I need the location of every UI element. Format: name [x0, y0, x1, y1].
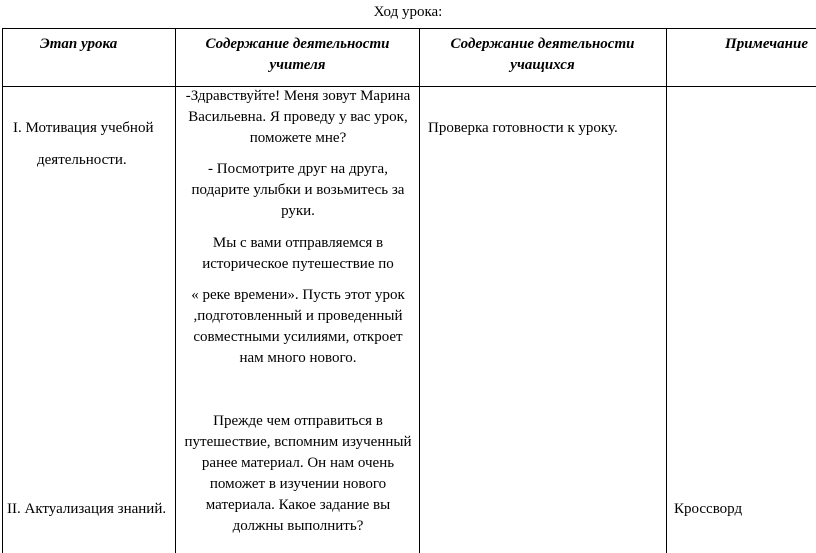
- teacher-smile-instruction: - Посмотрите друг на друга, подарите улыбки и возьмитесь за руки.: [191, 161, 405, 219]
- note-crossword: Кроссворд: [674, 501, 743, 517]
- teacher-greeting: -Здравствуйте! Меня зовут Марина Васильевна. Я проведу у вас урок, поможете мне?: [185, 88, 411, 146]
- teacher-review-prompt: Прежде чем отправиться в путешествие, вспомним изученный ранее материал. Он нам очень поможет в изучении нового материала. Какое задание вы должны выполнить?: [184, 413, 412, 534]
- teacher-river-of-time: « реке времени». Пусть этот урок ,подготовленный и проведенный совместными усилиями, откроет нам много нового.: [191, 287, 405, 366]
- teacher-journey-intro: Мы с вами отправляемся в историческое путешествие по: [202, 235, 394, 272]
- header-students: Содержание деятельности учащихся: [450, 36, 635, 73]
- stage-motivation-line1: I. Мотивация учебной: [13, 120, 154, 136]
- stage-motivation-line2: деятельности.: [37, 152, 127, 168]
- header-note: Примечание: [725, 36, 808, 52]
- stage-actualization: II. Актуализация знаний.: [7, 501, 167, 517]
- header-stage: Этап урока: [40, 36, 118, 52]
- students-readiness-check: Проверка готовности к уроку.: [428, 120, 618, 136]
- document-title: Ход урока:: [373, 4, 443, 20]
- header-teacher: Содержание деятельности учителя: [205, 36, 390, 73]
